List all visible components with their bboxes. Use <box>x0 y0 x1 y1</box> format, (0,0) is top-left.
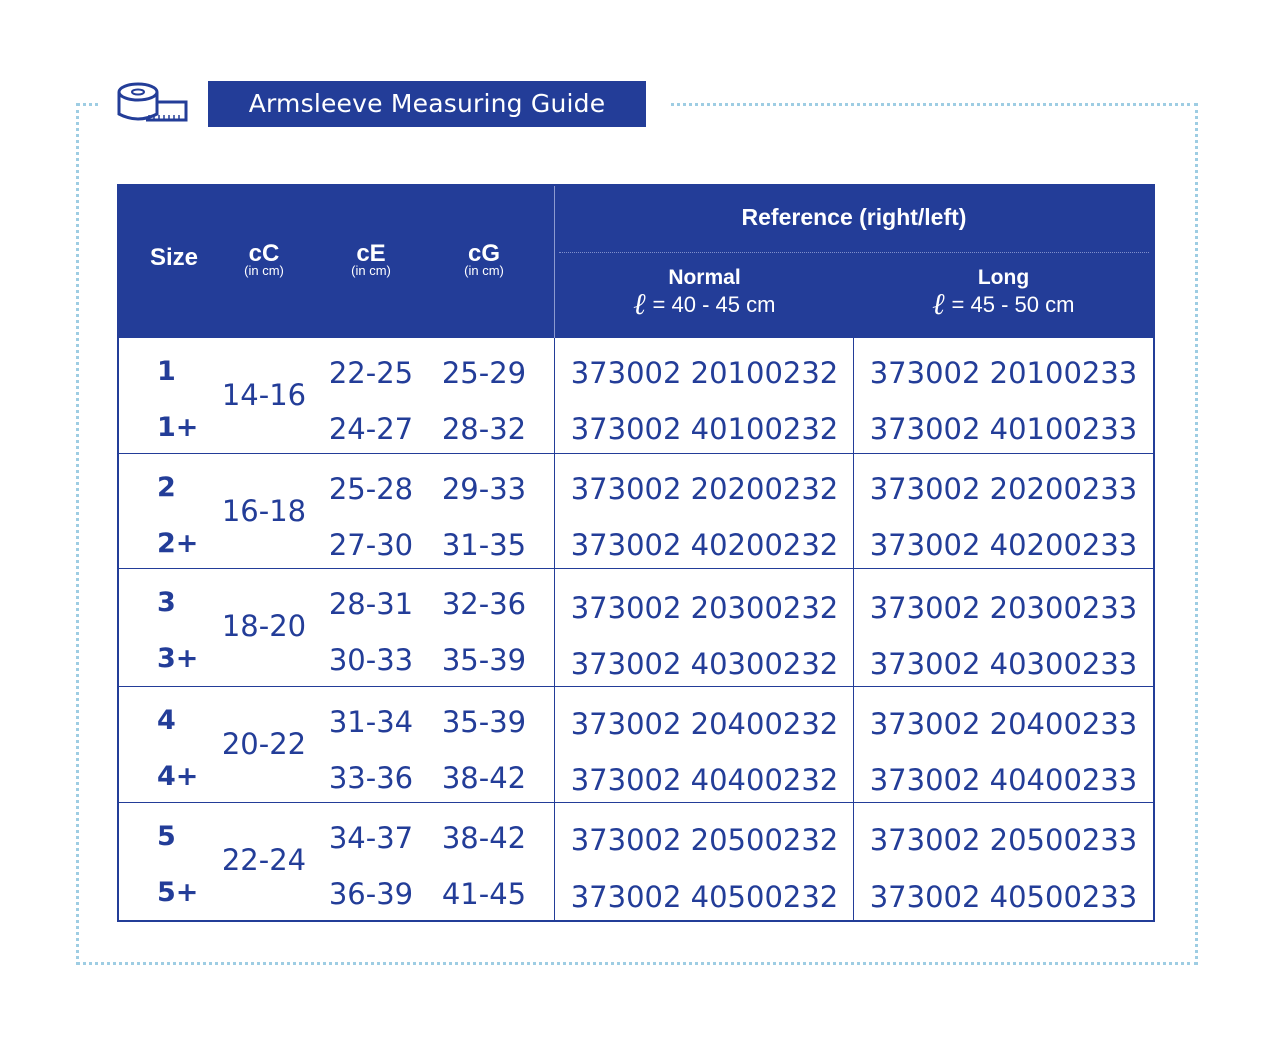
cg-value: 35-39 <box>441 705 527 739</box>
size-value: 2 <box>157 472 176 503</box>
length-symbol-icon: ℓ <box>633 287 647 322</box>
size-value: 1+ <box>157 412 199 443</box>
header-dotted-divider <box>559 252 1149 253</box>
header-size: Size <box>149 244 199 271</box>
header-normal-label: Normal <box>668 266 741 289</box>
ref-normal-value: 373002 40100232 <box>570 412 839 446</box>
header-cc-unit: (in cm) <box>244 263 284 278</box>
size-value: 5+ <box>157 877 199 908</box>
header-cg-label: cG <box>467 240 500 267</box>
ce-value: 24-27 <box>328 412 414 446</box>
cg-value: 35-39 <box>441 643 527 677</box>
ref-long-value: 373002 20500233 <box>869 823 1138 857</box>
cg-value: 32-36 <box>441 587 527 621</box>
ref-normal-value: 373002 40200232 <box>570 528 839 562</box>
cg-value: 28-32 <box>441 412 527 446</box>
ce-value: 25-28 <box>328 472 414 506</box>
ce-value: 34-37 <box>328 821 414 855</box>
header-normal-range: = 40 - 45 cm <box>652 292 776 317</box>
cg-value: 29-33 <box>441 472 527 506</box>
size-group <box>119 453 1153 568</box>
ref-long-value: 373002 40300233 <box>869 647 1138 681</box>
header-ce-label: cE <box>356 240 386 267</box>
cg-value: 41-45 <box>441 877 527 911</box>
ce-value: 27-30 <box>328 528 414 562</box>
cg-value: 31-35 <box>441 528 527 562</box>
size-value: 1 <box>157 356 176 387</box>
size-group <box>119 338 1153 453</box>
size-value: 3 <box>157 587 176 618</box>
page-title: Armsleeve Measuring Guide <box>208 81 646 127</box>
cg-value: 38-42 <box>441 821 527 855</box>
ce-value: 31-34 <box>328 705 414 739</box>
cc-value: 14-16 <box>221 378 307 412</box>
size-value: 4 <box>157 705 176 736</box>
header-normal-range-line <box>555 287 854 322</box>
ref-long-value: 373002 20200233 <box>869 472 1138 506</box>
ce-value: 22-25 <box>328 356 414 390</box>
size-table <box>117 184 1155 922</box>
cg-value: 38-42 <box>441 761 527 795</box>
cg-value: 25-29 <box>441 356 527 390</box>
ref-long-value: 373002 40200233 <box>869 528 1138 562</box>
ref-normal-value: 373002 40300232 <box>570 647 839 681</box>
size-value: 4+ <box>157 761 199 792</box>
size-group <box>119 802 1153 920</box>
cc-value: 18-20 <box>221 609 307 643</box>
cc-value: 20-22 <box>221 727 307 761</box>
header-cc-label: cC <box>248 240 280 267</box>
ce-value: 33-36 <box>328 761 414 795</box>
header-long-range-line <box>854 287 1153 322</box>
cc-value: 16-18 <box>221 494 307 528</box>
ref-normal-value: 373002 20100232 <box>570 356 839 390</box>
ref-normal-value: 373002 20300232 <box>570 591 839 625</box>
ref-long-value: 373002 40400233 <box>869 763 1138 797</box>
length-symbol-icon: ℓ <box>932 287 946 322</box>
ref-normal-value: 373002 40400232 <box>570 763 839 797</box>
header-reference: Reference (right/left) <box>741 204 967 230</box>
header-long <box>854 266 1153 320</box>
ref-long-value: 373002 20100233 <box>869 356 1138 390</box>
size-value: 2+ <box>157 528 199 559</box>
size-group <box>119 568 1153 686</box>
header-cc <box>219 240 309 278</box>
measuring-tape-icon <box>116 80 190 128</box>
size-value: 3+ <box>157 643 199 674</box>
table-header <box>119 186 1153 338</box>
header-long-label: Long <box>977 266 1030 289</box>
cc-value: 22-24 <box>221 843 307 877</box>
header-normal <box>555 266 854 320</box>
size-value: 5 <box>157 821 176 852</box>
header-cg <box>439 240 529 278</box>
header-ce-unit: (in cm) <box>351 263 391 278</box>
ref-long-value: 373002 20300233 <box>869 591 1138 625</box>
header-long-range: = 45 - 50 cm <box>951 292 1075 317</box>
size-group <box>119 686 1153 802</box>
ref-long-value: 373002 40500233 <box>869 880 1138 914</box>
ce-value: 30-33 <box>328 643 414 677</box>
ref-normal-value: 373002 20500232 <box>570 823 839 857</box>
header-cg-unit: (in cm) <box>464 263 504 278</box>
ce-value: 36-39 <box>328 877 414 911</box>
ref-normal-value: 373002 20400232 <box>570 707 839 741</box>
ce-value: 28-31 <box>328 587 414 621</box>
table-body <box>119 338 1153 920</box>
ref-long-value: 373002 40100233 <box>869 412 1138 446</box>
ref-normal-value: 373002 20200232 <box>570 472 839 506</box>
ref-normal-value: 373002 40500232 <box>570 880 839 914</box>
ref-long-value: 373002 20400233 <box>869 707 1138 741</box>
header-ce <box>326 240 416 278</box>
